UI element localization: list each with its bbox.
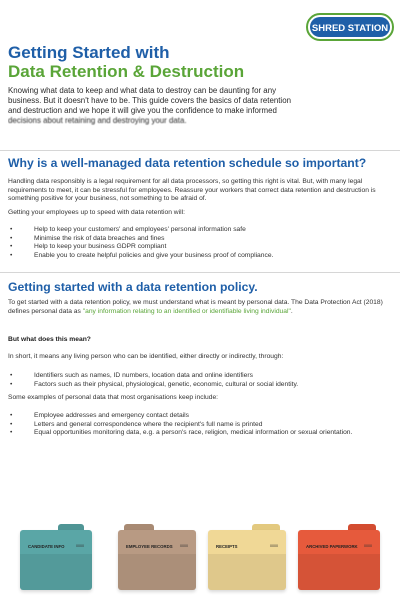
list-item: • Enable you to create helpful policies and give your business proof of compliance. [8,252,388,261]
definition-text: To get started with a data retention policy, we must understand what is meant by personal data. The Data Protection Act (2018) defines personal data as [8,299,383,315]
section2-heading: Getting started with a data retention policy. [8,280,258,294]
section2-lead: In short, it means any living person who can be identified, either directly or indirectly, through: [8,353,284,360]
page-title-line2: Data Retention & Destruction [8,62,245,81]
section1-lead: Getting your employees up to speed with data retention will: [8,209,185,216]
intro-line: decisions about retaining and destroying your data. [8,116,187,125]
list-item: • Equal opportunities monitoring data, e.g. a person's race, religion, medical information or sexual orientation. [8,429,388,438]
list-item: • Letters and general correspondence where the recipient's full name is printed [8,421,388,430]
folder-shade [20,554,92,590]
section1-bullet-list [8,226,388,260]
intro-line: Knowing what data to keep and what data to destroy can be daunting for any [8,86,277,95]
folder-code: 0000 [180,544,188,548]
folder-archived-paperwork [298,524,380,590]
section2-subheading: But what does this mean? [8,336,91,343]
examples-bullet-list [8,412,388,438]
list-item: • Minimise the risk of data breaches and fines [8,235,388,244]
folder-shade [118,554,196,590]
section2-paragraph [8,299,392,316]
section1-heading: Why is a well-managed data retention schedule so important? [8,156,367,170]
intro-line: business. But it doesn't have to be. This guide covers the basics of data retention [8,96,291,105]
section-divider [0,272,400,273]
folder-label: ARCHIVED PAPERWORK [306,544,358,549]
folder-shade [208,554,286,590]
identifier-bullet-list [8,372,388,389]
folder-shade [298,554,380,590]
definition-quote: "any information relating to an identified or identifiable living individual" [82,307,291,315]
intro-line: and destruction and we hope it will give you the confidence to make informed [8,106,277,115]
folder-code: 0000 [364,544,372,548]
folder-label: CANDIDATE INFO [28,544,65,549]
section2-examples-lead: Some examples of personal data that most organisations keep include: [8,394,219,401]
logo-text: SHRED STATION [311,23,389,34]
list-item: • Help to keep your business GDPR compliant [8,243,388,252]
section-divider [0,150,400,151]
intro-paragraph [8,86,392,132]
list-item: • Help to keep your customers' and employees' personal information safe [8,226,388,235]
folder-label: EMPLOYEE RECORDS [126,544,173,549]
folder-candidate-info [20,524,92,590]
folder-employee-records [118,524,196,590]
shred-station-logo [306,12,394,42]
page-title-line1: Getting Started with [8,43,170,62]
folder-label: RECEIPTS [216,544,238,549]
definition-end: . [290,307,293,315]
folder-receipts [208,524,286,590]
list-item: • Factors such as their physical, physiological, genetic, economic, cultural or social identity. [8,381,388,390]
folder-code: 0000 [270,544,278,548]
list-item: • Identifiers such as names, ID numbers, location data and online identifiers [8,372,388,381]
section1-paragraph: Handling data responsibly is a legal requirement for all data processors, so getting this right is vital. But, with many legal requirements to meet, it can be stressful for employees. Reassure your workers that correct data retention and destruction is something positive for your business, not something to be afraid of. [8,178,376,203]
list-item: • Employee addresses and emergency contact details [8,412,388,421]
folders-illustration [0,516,400,600]
folder-code: 0000 [76,544,84,548]
